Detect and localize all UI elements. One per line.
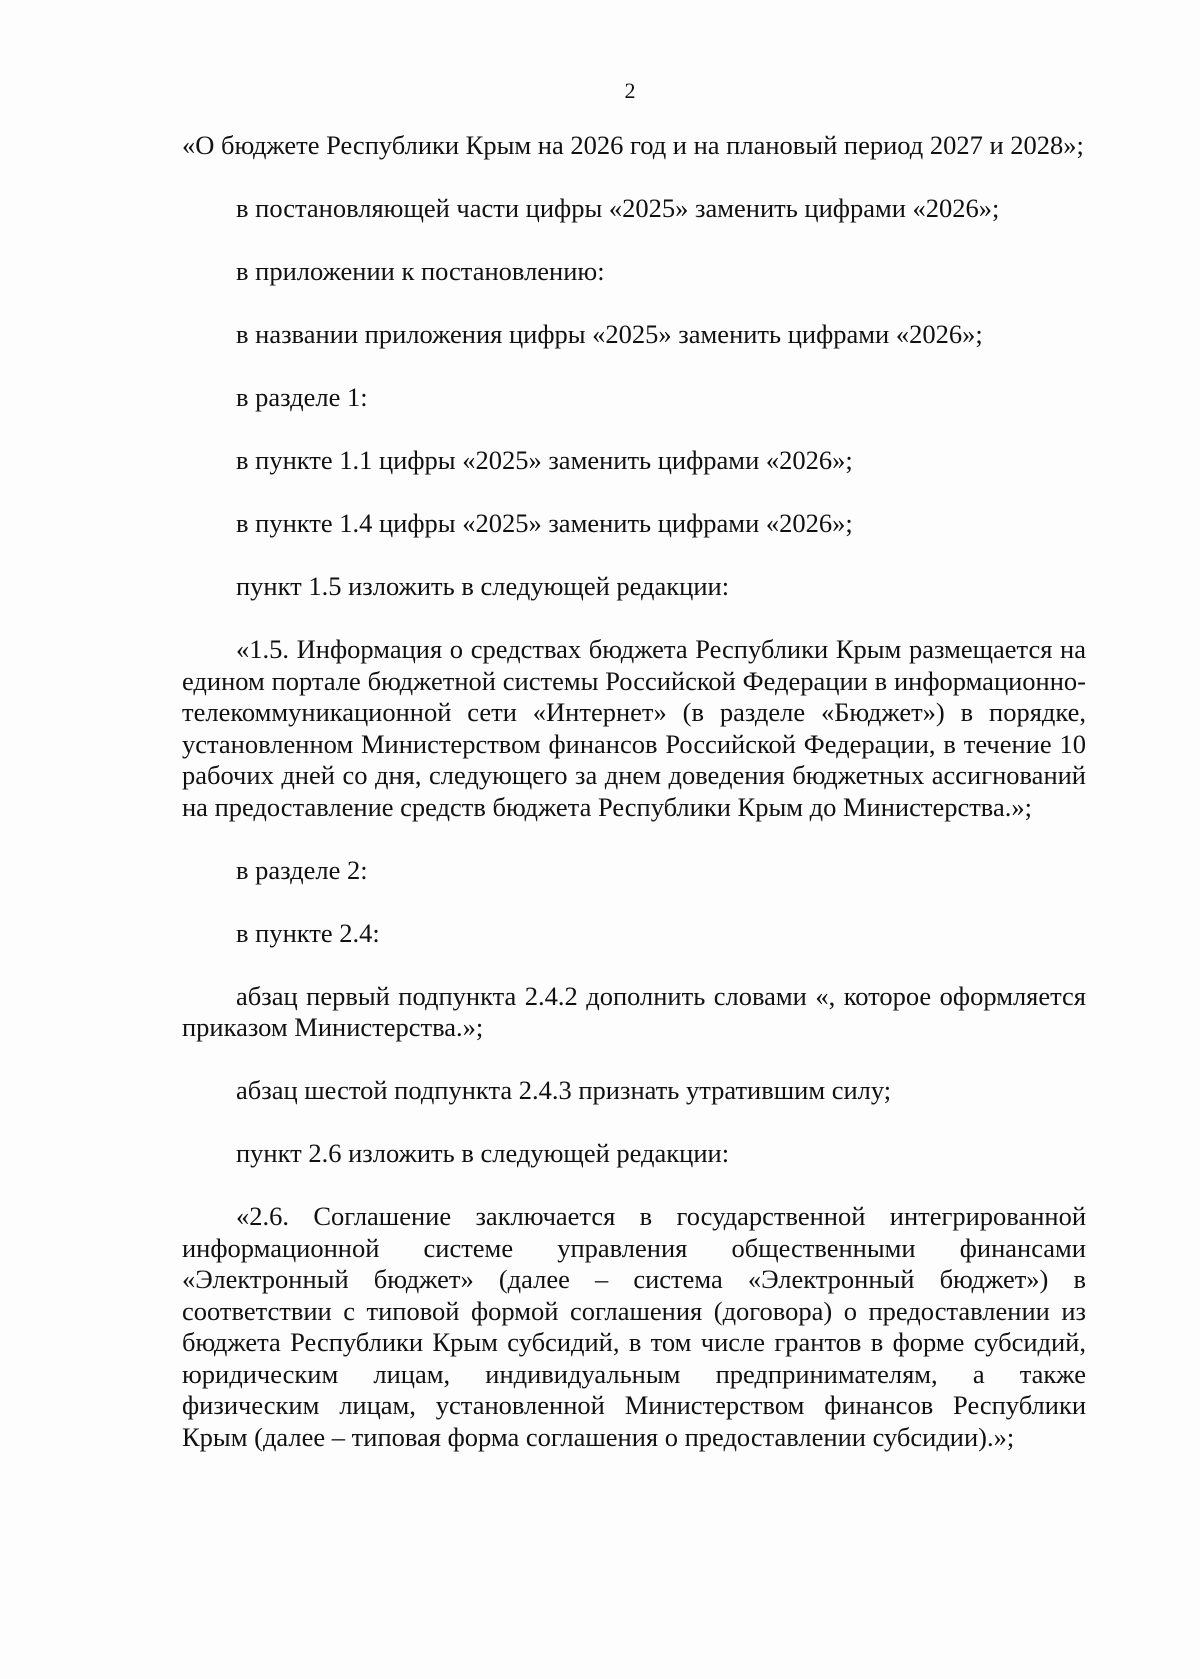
paragraph-section-2: в разделе 2:	[236, 854, 368, 885]
paragraph-subitem-2-4-3: абзац шестой подпункта 2.4.3 признать утратившим силу;	[236, 1075, 892, 1105]
paragraph-item-1-4: в пункте 1.4 цифры «2025» заменить цифрами «2026»;	[236, 508, 853, 538]
paragraph-section-1: в разделе 1:	[236, 382, 368, 412]
paragraph-item-1-5-text: «1.5. Информация о средствах бюджета Республики Крым размещается на едином портале бюджетной системы Российской Федерации в информационно-телекоммуникационной сети «Интернет» (в разделе «Бюджет») в порядке, установленном Министерством финансов Российской Федерации, в течение 10 рабочих дней со дня, следующего за днем доведения бюджетных ассигнований на предоставление средств бюджета Республики Крым до Министерства.»;	[182, 634, 1086, 822]
paragraph-subitem-2-4-2: абзац первый подпункта 2.4.2 дополнить словами «, которое оформляется приказом Министерства.»;	[182, 980, 1086, 1042]
paragraph-operative-part: в постановляющей части цифры «2025» заменить цифрами «2026»;	[236, 193, 1000, 223]
paragraph-item-1-5-intro: пункт 1.5 изложить в следующей редакции:	[236, 571, 730, 601]
paragraph-item-2-4: в пункте 2.4:	[236, 917, 380, 948]
paragraph-item-1-1: в пункте 1.1 цифры «2025» заменить цифрами «2026»;	[236, 445, 853, 475]
page-number: 2	[624, 78, 636, 103]
document-body	[182, 130, 1086, 1485]
paragraph-item-2-6-text: «2.6. Соглашение заключается в государственной интегрированной информационной системе управления общественными финансами «Электронный бюджет» (далее – система «Электронный бюджет») в соответствии с типовой формой соглашения (договора) о предоставлении из бюджета Республики Крым субсидий, в том числе грантов в форме субсидий, юридическим лицам, индивидуальным предпринимателям, а также физическим лицам, установленной Министерством финансов Республики Крым (далее – типовая форма соглашения о предоставлении субсидии).»;	[182, 1201, 1086, 1452]
paragraph-appendix-title: в названии приложения цифры «2025» заменить цифрами «2026»;	[236, 319, 983, 349]
paragraph-item-2-6-intro: пункт 2.6 изложить в следующей редакции:	[236, 1138, 730, 1168]
paragraph-appendix-intro: в приложении к постановлению:	[236, 256, 605, 286]
paragraph-resolution-title: «О бюджете Республики Крым на 2026 год и на плановый период 2027 и 2028»;	[182, 130, 1084, 160]
